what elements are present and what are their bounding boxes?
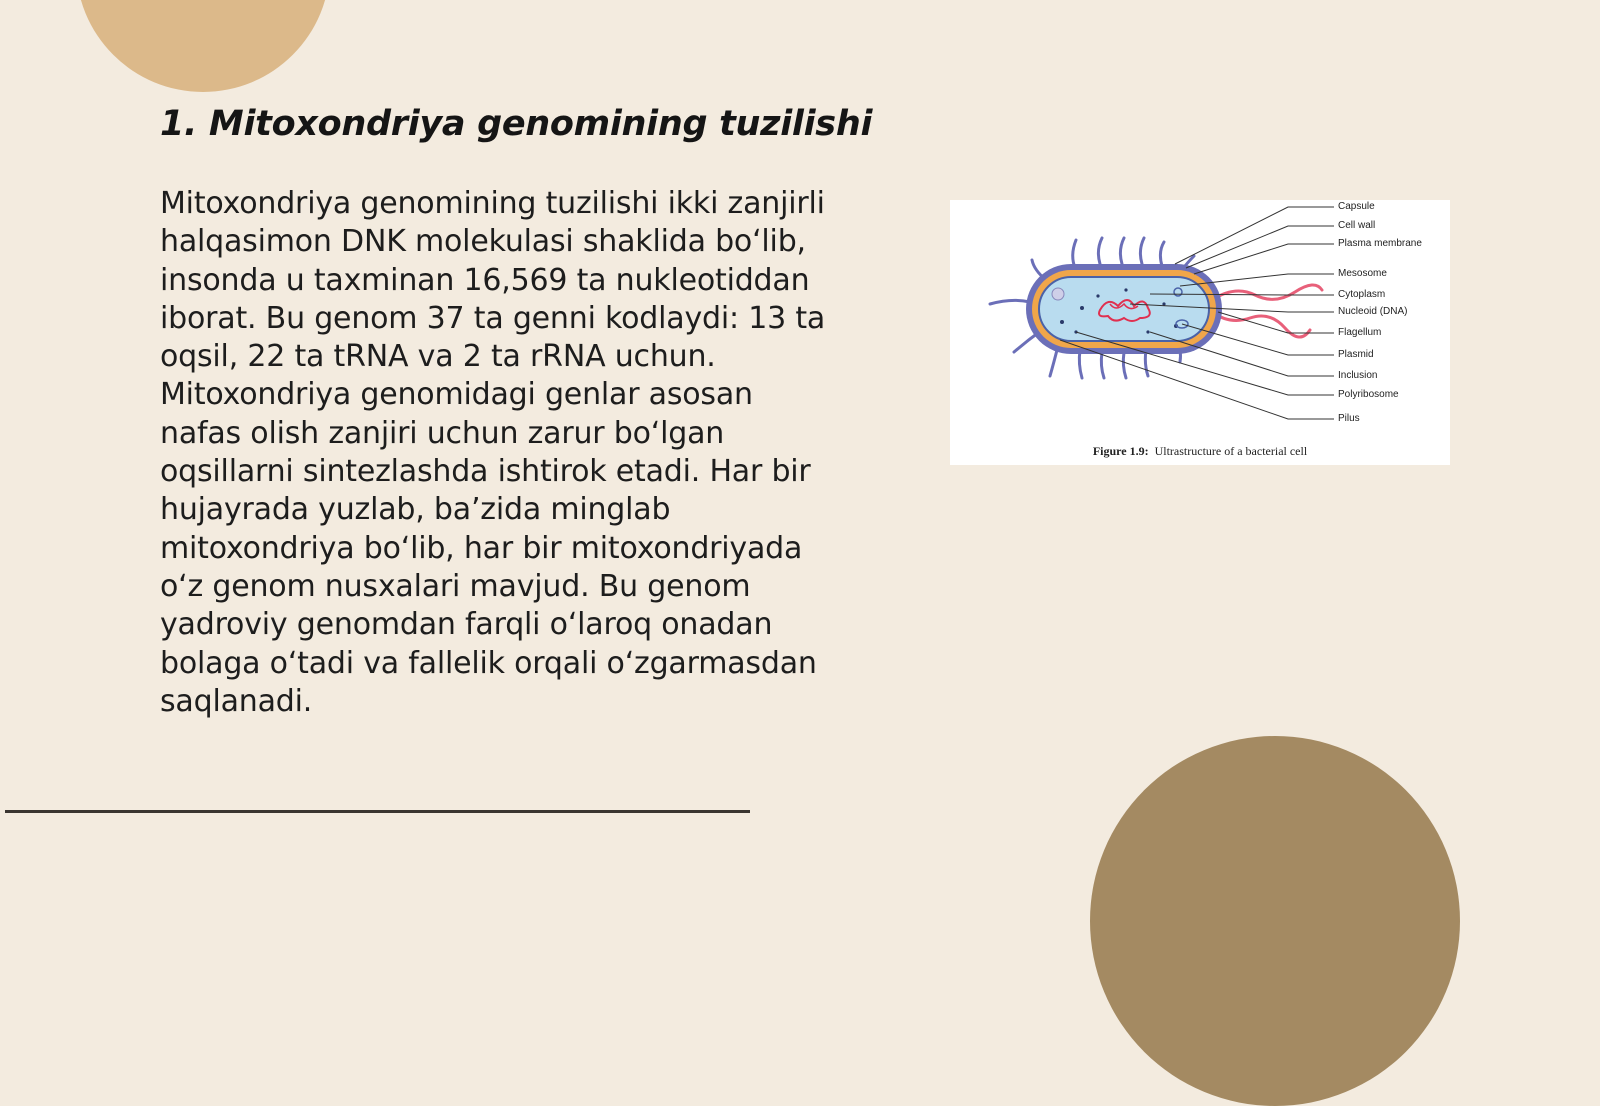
- figure-label-inclusion: Inclusion: [1338, 370, 1378, 381]
- figure-caption-text: Ultrastructure of a bacterial cell: [1154, 444, 1308, 458]
- figure-label-polyribosome: Polyribosome: [1338, 389, 1399, 400]
- decorative-circle-top: [76, 0, 330, 92]
- figure-label-pilus: Pilus: [1338, 413, 1360, 424]
- figure-label-cell-wall: Cell wall: [1338, 220, 1376, 231]
- figure-label-mesosome: Mesosome: [1338, 268, 1387, 279]
- divider-line: [5, 810, 750, 813]
- figure-label-flagellum: Flagellum: [1338, 327, 1382, 338]
- slide-title: 1. Mitoxondriya genomining tuzilishi: [160, 104, 873, 144]
- slide-body-text: Mitoxondriya genomining tuzilishi ikki zanjirli halqasimon DNK molekulasi shaklida bo‘lib, insonda u taxminan 16,569 ta nukleotiddan iborat. Bu genom 37 ta genni kodlaydi: 13 ta oqsil, 22 ta tRNA va 2 ta rRNA uchun. Mitoxondriya genomidagi genlar asosan nafas olish zanjiri uchun zarur bo‘lgan oqsillarni sintezlashda ishtirok etadi. Har bir hujayrada yuzlab, ba’zida minglab mitoxondriya bo‘lib, har bir mitoxondriyada o‘z genom nusxalari mavjud. Bu genom yadroviy genomdan farqli o‘laroq onadan bolaga o‘tadi va fallelik orqali o‘zgarmasdan saqlanadi.: [160, 186, 826, 719]
- decorative-circle-bottom: [1090, 736, 1460, 1106]
- bacterial-cell-figure: [950, 200, 1450, 465]
- bacterial-cell-illustration: [950, 200, 1450, 440]
- cytoplasm-area: [1039, 277, 1209, 341]
- figure-label-plasma-membrane: Plasma membrane: [1338, 238, 1422, 249]
- figure-label-plasmid: Plasmid: [1338, 349, 1374, 360]
- figure-label-cytoplasm: Cytoplasm: [1338, 289, 1386, 300]
- figure-label-nucleoid: Nucleoid (DNA): [1338, 306, 1408, 317]
- figure-caption-number: Figure 1.9:: [1092, 444, 1149, 458]
- figure-caption: [950, 444, 1450, 459]
- figure-label-capsule: Capsule: [1338, 201, 1375, 212]
